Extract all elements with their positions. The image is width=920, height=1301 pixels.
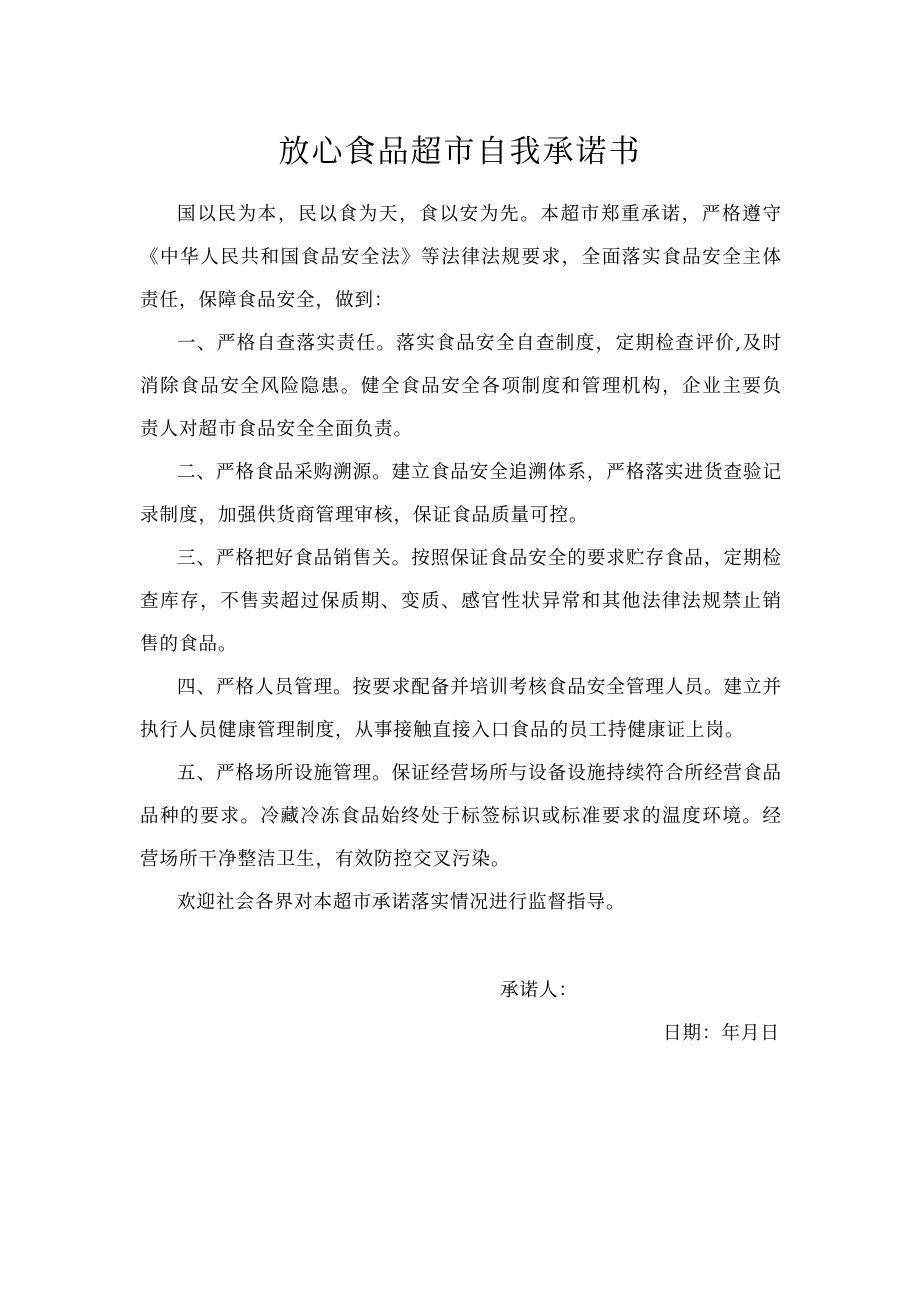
document-title: 放心食品超市自我承诺书	[278, 134, 642, 170]
paragraph-item-4: 四、严格人员管理。按要求配备并培训考核食品安全管理人员。建立并执行人员健康管理制度，从事接触直接入口食品的员工持健康证上岗。	[140, 677, 782, 741]
paragraph-closing: 欢迎社会各界对本超市承诺落实情况进行监督指导。	[177, 892, 626, 913]
paragraph-item-3: 三、严格把好食品销售关。按照保证食品安全的要求贮存食品，定期检查库存，不售卖超过保质期、变质、感官性状异常和其他法律法规禁止销售的食品。	[140, 548, 782, 655]
paragraph-item-1: 一、严格自查落实责任。落实食品安全自查制度，定期检查评价,及时消除食品安全风险隐患。健全食品安全各项制度和管理机构，企业主要负责人对超市食品安全全面负责。	[140, 333, 782, 440]
paragraph-item-2: 二、严格食品采购溯源。建立食品安全追溯体系，严格落实进货查验记录制度，加强供货商管理审核，保证食品质量可控。	[140, 462, 782, 526]
paragraph-item-5: 五、严格场所设施管理。保证经营场所与设备设施持续符合所经营食品品种的要求。冷藏冷冻食品始终处于标签标识或标准要求的温度环境。经营场所干净整洁卫生，有效防控交叉污染。	[140, 763, 782, 870]
signature-label: 承诺人：	[500, 980, 579, 1001]
paragraph-intro: 国以民为本，民以食为天，食以安为先。本超市郑重承诺，严格遵守《中华人民共和国食品安全法》等法律法规要求，全面落实食品安全主体责任，保障食品安全，做到：	[140, 204, 782, 311]
document-body	[140, 193, 782, 924]
date-label: 日期：年月日	[662, 1023, 780, 1044]
